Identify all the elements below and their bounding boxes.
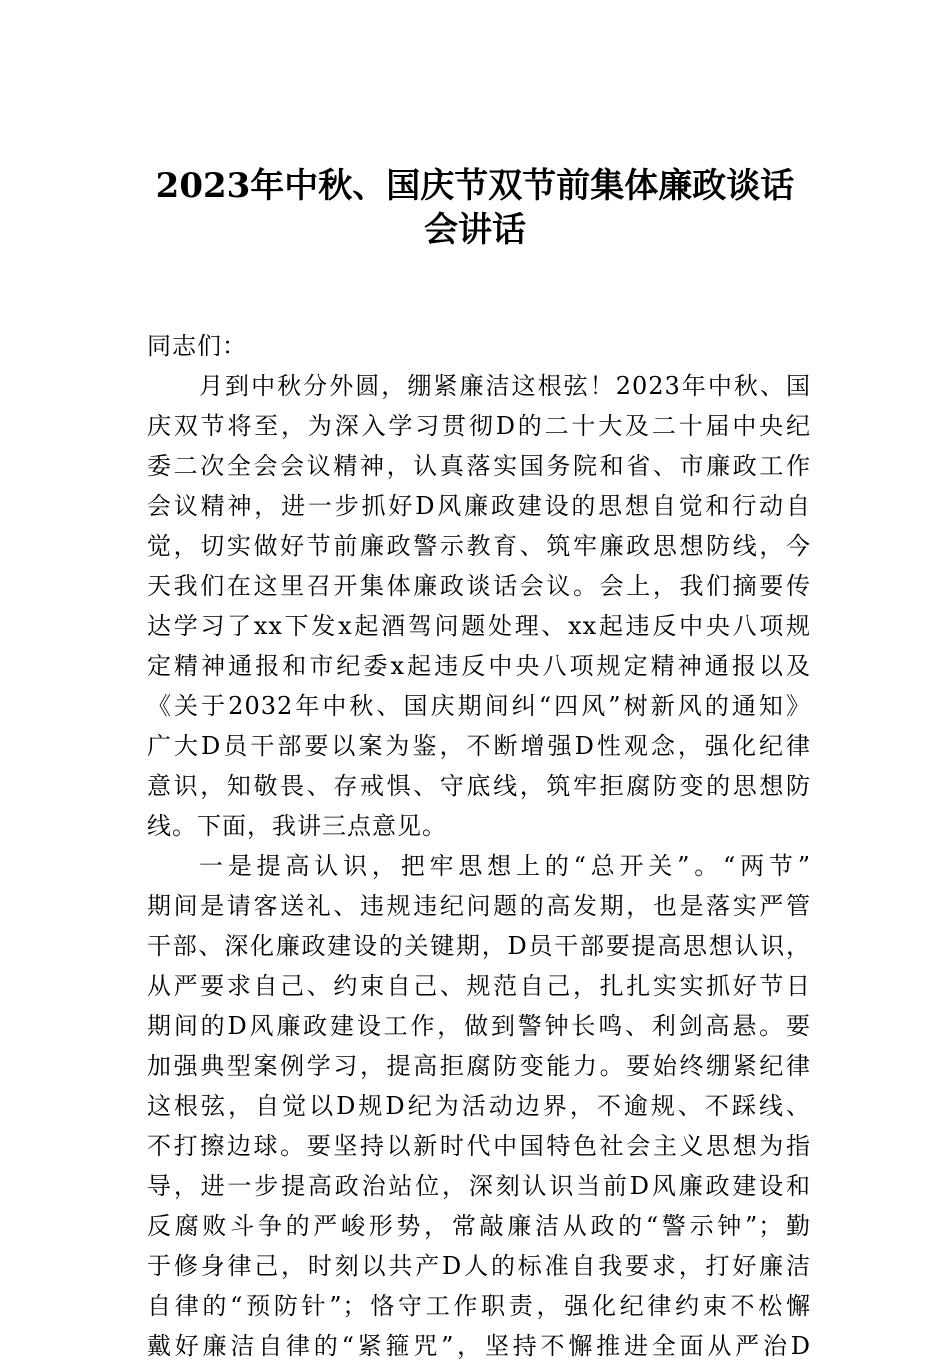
paragraph-line: 线。下面，我讲三点意见。: [147, 812, 447, 840]
paragraph-line: 天我们在这里召开集体廉政谈话会议。会上，我们摘要传: [147, 572, 811, 600]
paragraph-line: 庆双节将至，为深入学习贯彻D的二十大及二十届中央纪: [147, 412, 811, 440]
document-body: [147, 326, 811, 1366]
paragraph-line: 反腐败斗争的严峻形势，常敲廉洁从政的“警示钟”；勤: [147, 1212, 811, 1240]
paragraph-line: 觉，切实做好节前廉政警示教育、筑牢廉政思想防线，今: [147, 532, 811, 560]
paragraph-line: 加强典型案例学习，提高拒腐防变能力。要始终绷紧纪律: [147, 1052, 811, 1080]
paragraph-line: 定精神通报和市纪委x起违反中央八项规定精神通报以及: [147, 652, 811, 680]
paragraph-line: 月到中秋分外圆，绷紧廉洁这根弦！2023年中秋、国: [199, 372, 811, 400]
paragraph-line: 导，进一步提高政治站位，深刻认识当前D风廉政建设和: [147, 1172, 811, 1200]
paragraph-line: 这根弦，自觉以D规D纪为活动边界，不逾规、不踩线、: [147, 1092, 811, 1120]
paragraph-line: 一是提高认识，把牢思想上的“总开关”。“两节”: [199, 852, 811, 880]
paragraph-line: 委二次全会会议精神，认真落实国务院和省、市廉政工作: [147, 452, 811, 480]
salutation: 同志们：: [147, 332, 247, 360]
paragraph-line: 会议精神，进一步抓好D风廉政建设的思想自觉和行动自: [147, 492, 811, 520]
paragraph-line: 干部、深化廉政建设的关键期，D员干部要提高思想认识，: [147, 932, 811, 960]
paragraph-line: 于修身律己，时刻以共产D人的标准自我要求，打好廉洁: [147, 1252, 811, 1280]
paragraph-line: 达学习了xx下发x起酒驾问题处理、xx起违反中央八项规: [147, 612, 811, 640]
paragraph-line: 不打擦边球。要坚持以新时代中国特色社会主义思想为指: [147, 1132, 811, 1160]
paragraph-line: 期间是请客送礼、违规违纪问题的高发期，也是落实严管: [147, 892, 811, 920]
paragraph-line: 戴好廉洁自律的“紧箍咒”，坚持不懈推进全面从严治D: [147, 1332, 811, 1360]
document-title-line-2: 会讲话: [424, 210, 526, 250]
paragraph-line: 《关于2032年中秋、国庆期间纠“四风”树新风的通知》: [147, 692, 811, 720]
paragraph-line: 从严要求自己、约束自己、规范自己，扎扎实实抓好节日: [147, 972, 811, 1000]
paragraph-line: 期间的D风廉政建设工作，做到警钟长鸣、利剑高悬。要: [147, 1012, 811, 1040]
paragraph-line: 自律的“预防针”；恪守工作职责，强化纪律约束不松懈: [147, 1292, 811, 1320]
paragraph-line: 广大D员干部要以案为鉴，不断增强D性观念，强化纪律: [147, 732, 811, 760]
document-title-line-1: 2023年中秋、国庆节双节前集体廉政谈话: [155, 166, 795, 206]
paragraph-line: 意识，知敬畏、存戒惧、守底线，筑牢拒腐防变的思想防: [147, 772, 811, 800]
